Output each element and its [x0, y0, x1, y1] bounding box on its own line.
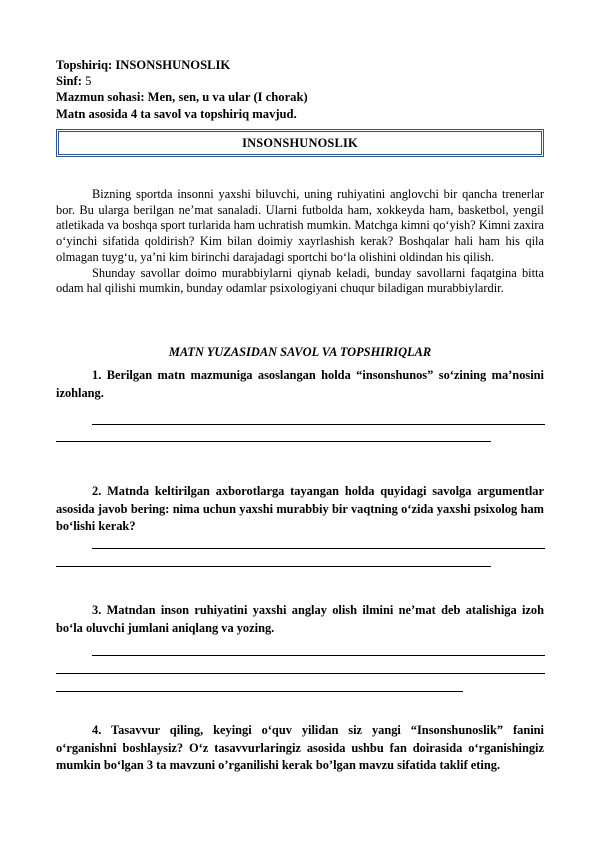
answer-line[interactable] — [92, 424, 545, 425]
question-4: 4. Tasavvur qiling, keyingi o‘quv yilidan siz yangi “Insonshunoslik” fanini o‘rganishni boshlaysiz? O‘z tasavvurlaringiz asosida ushbu fan doirasida o‘rganishingiz mumkin bo‘lgan 3 ta mavzuni o’rganilishi kerak bo’lgan mavzu sifatida taklif eting. — [56, 723, 544, 773]
sinf-value: 5 — [85, 74, 92, 89]
questions-heading: MATN YUZASIDAN SAVOL VA TOPSHIRIQLAR — [168, 345, 432, 359]
reading-text — [56, 187, 544, 297]
mazmun-label: Mazmun sohasi: — [56, 90, 145, 105]
question-1: 1. Berilgan matn mazmuniga asoslangan holda “insonshunos” so‘zining ma’nosini izohlang. — [56, 368, 544, 400]
text-paragraph-2: Shunday savollar doimo murabbiylarni qiynab keladi, bunday savollarni faqatgina bitta odam hal qilishi mumkin, bunday odamlar psixologiyani chuqur biladigan murabbiylardir. — [56, 265, 544, 296]
meta-mazmun — [56, 89, 308, 105]
text-paragraph-1: Bizning sportda insonni yaxshi biluvchi, uning ruhiyatini anglovchi bir qancha trenerlar bor. Bu ularga berilgan ne’mat sanaladi. Ularni futbolda ham, xokkeyda ham, basketbol, yengil atletikada va boshqa sport turlarida ham uchratish mumkin. Matchga kimni qo‘yish? Kimni zaxira o‘yinchi sifatida qoldirish? Kim bilan doimiy xayrlashish kerak? Boshqalar hali ham his qila olmagan tuyg‘u, ya’ni kim birinchi darajadagi sportchi bo‘la olishini oldindan his qilish. — [56, 187, 544, 264]
mazmun-value: Men, sen, u va ular (I chorak) — [147, 90, 308, 105]
meta-sinf — [56, 73, 308, 89]
answer-line[interactable] — [56, 691, 463, 692]
meta-topshiriq — [56, 57, 308, 73]
meta-block — [56, 57, 308, 122]
answer-line[interactable] — [92, 548, 545, 549]
topshiriq-value: INSONSHUNOSLIK — [115, 58, 231, 72]
answer-line[interactable] — [56, 566, 491, 567]
answer-line[interactable] — [56, 441, 491, 442]
answer-line[interactable] — [92, 655, 545, 656]
meta-matn-line: Matn asosida 4 ta savol va topshiriq mavjud. — [56, 106, 297, 121]
sinf-label: Sinf: — [56, 74, 82, 89]
topshiriq-label: Topshiriq: — [56, 58, 113, 72]
box-title: INSONSHUNOSLIK — [242, 135, 358, 150]
question-2: 2. Matnda keltirilgan axborotlarga tayangan holda quyidagi savolga argumentlar asosida javob bering: nima uchun yaxshi murabbiy bir vaqtning o‘zida yaxshi psixolog ham bo‘lishi kerak? — [56, 484, 544, 534]
title-box — [56, 129, 544, 157]
question-3: 3. Matndan inson ruhiyatini yaxshi anglay olish ilmini ne’mat deb atalishiga izoh bo‘la oluvchi jumlani aniqlang va yozing. — [56, 603, 544, 635]
answer-line[interactable] — [56, 673, 545, 674]
